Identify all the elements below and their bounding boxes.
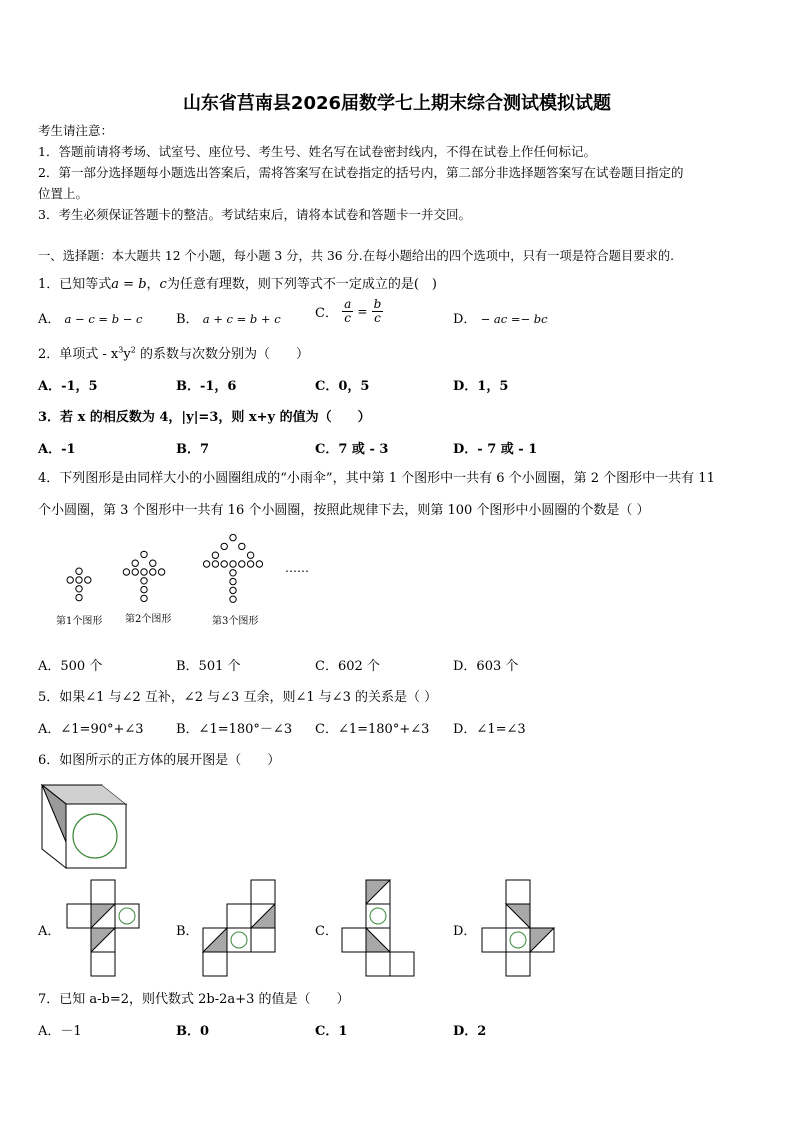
small-circle — [123, 569, 129, 575]
q6-option-c-label: C． — [315, 924, 338, 939]
small-circle — [141, 569, 147, 575]
q5-stem: 5．如果∠1 与∠2 互补，∠2 与∠3 互余，则∠1 与∠3 的关系是（ ） — [38, 690, 438, 705]
q1-option-a: A． a − c = b − c — [38, 312, 143, 327]
q5-option-c: C．∠1=180°+∠3 — [315, 722, 430, 737]
fraction-a-over-c: $\frac{a}{c}$ — [344, 297, 352, 325]
small-circle — [85, 577, 91, 583]
small-circle — [230, 578, 236, 584]
q6-option-a-label: A． — [38, 924, 61, 939]
fraction-b-over-c: $\frac{b}{c}$ — [373, 297, 382, 325]
q3-option-a: A．-1 — [38, 442, 76, 457]
q1-option-b: B． a + c = b + c — [176, 312, 281, 327]
small-circle — [230, 534, 236, 540]
small-circle — [221, 561, 227, 567]
q6-net-option-c — [341, 878, 417, 976]
small-circle — [212, 561, 218, 567]
small-circle — [203, 561, 209, 567]
q1-option-d: D． − ac =− bc — [453, 312, 548, 327]
q2-option-c: C．0，5 — [315, 379, 370, 394]
q3-stem: 3．若 x 的相反数为 4，|y|=3，则 x+y 的值为（ ） — [38, 410, 371, 425]
q4-option-a: A．500 个 — [38, 659, 103, 674]
small-circle — [230, 596, 236, 602]
small-circle — [230, 561, 236, 567]
q2-option-a: A．-1，5 — [38, 379, 98, 394]
small-circle — [150, 569, 156, 575]
q1-stem: 1．已知等式a = b，c为任意有理数，则下列等式不一定成立的是( ) — [38, 277, 437, 292]
small-circle — [141, 551, 147, 557]
q5-option-d: D．∠1=∠3 — [453, 722, 526, 737]
small-circle — [76, 568, 82, 574]
q5-option-b: B．∠1=180°－∠3 — [176, 722, 293, 737]
notice-line-2: 2．第一部分选择题每小题选出答案后，需将答案写在试卷指定的括号内，第二部分非选择题答案写在试卷题目指定的 — [38, 165, 684, 180]
q7-option-b: B．0 — [176, 1024, 210, 1039]
q6-option-d-label: D． — [453, 924, 477, 939]
q4-option-c: C．602 个 — [315, 659, 380, 674]
q7-stem: 7．已知 a-b=2，则代数式 2b-2a+3 的值是（ ） — [38, 992, 350, 1007]
small-circle — [132, 560, 138, 566]
figure-label-3: 第3个图形 — [212, 616, 259, 627]
q6-option-b-label: B． — [176, 924, 199, 939]
small-circle — [76, 586, 82, 592]
q4-stem-line-2: 个小圆圈，第 3 个图形中一共有 16 个小圆圈，按照此规律下去，则第 100 个图形中小圆圈的个数是（ ） — [38, 503, 650, 518]
section-heading: 一、选择题：本大题共 12 个小题，每小题 3 分，共 36 分.在每小题给出的四个选项中，只有一项是符合题目要求的. — [38, 249, 675, 263]
q5-option-a: A．∠1=90°+∠3 — [38, 722, 144, 737]
q6-net-option-d — [481, 878, 557, 976]
q3-option-c: C．7 或 - 3 — [315, 442, 389, 457]
q7-option-d: D．2 — [453, 1024, 487, 1039]
small-circle — [256, 561, 262, 567]
small-circle — [141, 586, 147, 592]
q1-option-c: C． $\frac{a}{c}$ = $\frac{b}{c}$ — [315, 297, 382, 325]
notice-line-3: 位置上。 — [38, 186, 89, 201]
small-circle — [141, 578, 147, 584]
small-circle — [239, 543, 245, 549]
q4-option-d: D．603 个 — [453, 659, 519, 674]
q2-stem: 2．单项式 - $x^3y^2$ 的系数与次数分别为（ ） — [38, 345, 309, 362]
q4-stem-line-1: 4．下列图形是由同样大小的小圆圈组成的“小雨伞”，其中第 1 个图形中一共有 6 个小圆圈，第 2 个图形中一共有 11 — [38, 471, 715, 486]
small-circle — [230, 570, 236, 576]
small-circle — [76, 577, 82, 583]
page-title: 山东省莒南县2026届数学七上期末综合测试模拟试题 — [182, 93, 612, 114]
q3-option-d: D．- 7 或 - 1 — [453, 442, 538, 457]
small-circle — [221, 543, 227, 549]
q3-option-b: B．7 — [176, 442, 210, 457]
notice-line-1: 1．答题前请将考场、试室号、座位号、考生号、姓名写在试卷密封线内，不得在试卷上作任何标记。 — [38, 144, 596, 159]
small-circle — [239, 561, 245, 567]
notice-heading: 考生请注意： — [38, 123, 114, 138]
small-circle — [158, 569, 164, 575]
q6-net-option-b — [202, 878, 278, 976]
q6-net-option-a — [66, 878, 142, 976]
figure-label-2: 第2个图形 — [125, 614, 172, 625]
small-circle — [247, 561, 253, 567]
q2-option-b: B．-1，6 — [176, 379, 237, 394]
notice-line-4: 3．考生必须保证答题卡的整洁。考试结束后，请将本试卷和答题卡一并交回。 — [38, 207, 471, 222]
q7-option-c: C．1 — [315, 1024, 348, 1039]
q7-option-a: A．－1 — [38, 1024, 82, 1039]
small-circle — [212, 552, 218, 558]
figure-ellipsis: …… — [285, 561, 309, 575]
small-circle — [132, 569, 138, 575]
q2-option-d: D．1，5 — [453, 379, 509, 394]
cube-figure — [38, 782, 130, 872]
q6-stem: 6．如图所示的正方体的展开图是（ ） — [38, 753, 281, 768]
small-circle — [247, 552, 253, 558]
small-circle — [76, 594, 82, 600]
figure-label-1: 第1个图形 — [56, 616, 103, 627]
small-circle — [67, 577, 73, 583]
small-circle — [141, 595, 147, 601]
small-circle — [150, 560, 156, 566]
q4-option-b: B．501 个 — [176, 659, 241, 674]
small-circle — [230, 587, 236, 593]
